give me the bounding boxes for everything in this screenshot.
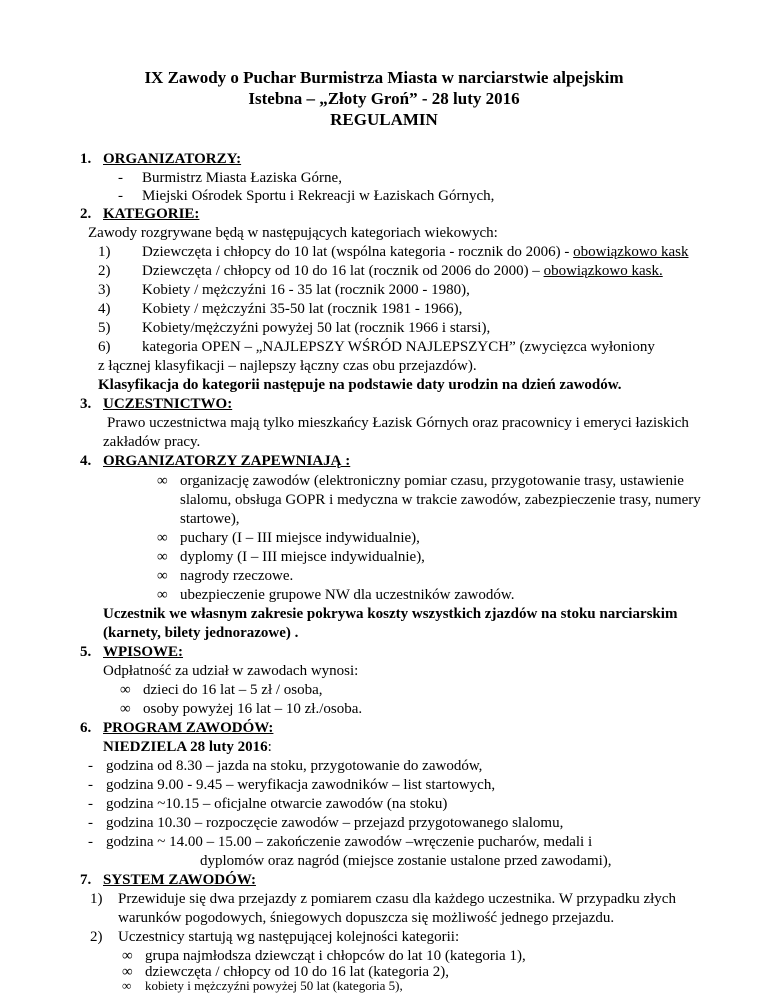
category-number: 2) [98, 263, 111, 279]
provision-item-continuation: slalomu, obsługa GOPR i medyczna w trakcie zawodów, zabezpieczenie trasy, numery [180, 492, 701, 508]
helmet-requirement: obowiązkowo kask [573, 244, 689, 260]
section-5-number: 5. [80, 644, 92, 660]
program-item: godzina ~10.15 – oficjalne otwarcie zawodów (na stoku) [106, 796, 448, 812]
category-number: 5) [98, 320, 111, 336]
section-4-number: 4. [80, 453, 92, 469]
system-point-number: 2) [90, 929, 103, 945]
provision-item-continuation: startowe), [180, 511, 240, 527]
infinity-bullet-icon: ∞ [120, 682, 131, 698]
categories-intro: Zawody rozgrywane będą w następujących kategoriach wiekowych: [88, 225, 498, 241]
start-order-item: grupa najmłodsza dziewcząt i chłopców do lat 10 (kategoria 1), [145, 948, 526, 964]
section-4-title: ORGANIZATORZY ZAPEWNIAJĄ : [103, 453, 351, 469]
category-number: 6) [98, 339, 111, 355]
infinity-bullet-icon: ∞ [120, 701, 131, 717]
fee-item: osoby powyżej 16 lat – 10 zł./osoba. [143, 701, 363, 717]
fee-intro: Odpłatność za udział w zawodach wynosi: [103, 663, 359, 679]
program-day-label: NIEDZIELA 28 luty 2016 [103, 739, 268, 755]
section-7-title: SYSTEM ZAWODÓW: [103, 872, 256, 888]
category-item: Kobiety / mężczyźni 16 - 35 lat (rocznik 2000 - 1980), [142, 282, 470, 298]
infinity-bullet-icon: ∞ [157, 549, 168, 565]
classification-note: Klasyfikacja do kategorii następuje na podstawie daty urodzin na dzień zawodów. [98, 377, 622, 393]
infinity-bullet-icon: ∞ [122, 964, 133, 980]
dash-marker: - [88, 834, 93, 850]
system-point-number: 1) [90, 891, 103, 907]
dash-marker: - [88, 796, 93, 812]
infinity-bullet-icon: ∞ [122, 948, 133, 964]
category-number: 4) [98, 301, 111, 317]
organizer-item: Burmistrz Miasta Łaziska Górne, [142, 170, 342, 186]
program-item: godzina ~ 14.00 – 15.00 – zakończenie zawodów –wręczenie pucharów, medali i [106, 834, 593, 850]
category-item: kategoria OPEN – „NAJLEPSZY WŚRÓD NAJLEPSZYCH” (zwycięzca wyłoniony [142, 339, 655, 355]
section-6-number: 6. [80, 720, 92, 736]
system-point-text: warunków pogodowych, śniegowych dopuszcza się możliwość jednego przejazdu. [118, 910, 615, 926]
infinity-bullet-icon: ∞ [122, 978, 132, 993]
costs-note: (karnety, bilety jednorazowe) . [103, 625, 299, 641]
fee-item: dzieci do 16 lat – 5 zł / osoba, [143, 682, 323, 698]
doc-title-regulamin: REGULAMIN [330, 110, 438, 129]
section-6-title: PROGRAM ZAWODÓW: [103, 720, 274, 736]
section-1-title: ORGANIZATORZY: [103, 151, 242, 167]
participation-text: Prawo uczestnictwa mają tylko mieszkańcy Łazisk Górnych oraz pracownicy i emeryci łaziskich [107, 415, 689, 431]
program-item: godzina od 8.30 – jazda na stoku, przygotowanie do zawodów, [106, 758, 483, 774]
section-3-number: 3. [80, 396, 92, 412]
infinity-bullet-icon: ∞ [157, 530, 168, 546]
dash-marker: - [88, 758, 93, 774]
program-day-colon: : [267, 739, 272, 755]
helmet-requirement: obowiązkowo kask. [543, 263, 663, 279]
doc-title-line1: IX Zawody o Puchar Burmistrza Miasta w narciarstwie alpejskim [144, 68, 624, 87]
infinity-bullet-icon: ∞ [157, 568, 168, 584]
costs-note: Uczestnik we własnym zakresie pokrywa koszty wszystkich zjazdów na stoku narciarskim [103, 606, 678, 622]
start-order-item: kobiety i mężczyźni powyżej 50 lat (kategoria 5), [145, 978, 403, 993]
category-number: 3) [98, 282, 111, 298]
organizer-item: Miejski Ośrodek Sportu i Rekreacji w Łaziskach Górnych, [142, 188, 495, 204]
program-item-continuation: dyplomów oraz nagród (miejsce zostanie ustalone przed zawodami), [200, 853, 612, 869]
section-1-number: 1. [80, 151, 92, 167]
program-item: godzina 9.00 - 9.45 – weryfikacja zawodników – list startowych, [106, 777, 496, 793]
participation-text: zakładów pracy. [103, 434, 201, 450]
provision-item: puchary (I – III miejsce indywidualnie), [180, 530, 420, 546]
doc-title-line2: Istebna – „Złoty Groń” - 28 luty 2016 [248, 89, 520, 108]
section-2-title: KATEGORIE: [103, 206, 200, 222]
provision-item: organizację zawodów (elektroniczny pomiar czasu, przygotowanie trasy, ustawienie [180, 473, 684, 489]
category-item: Kobiety/mężczyźni powyżej 50 lat (rocznik 1966 i starsi), [142, 320, 491, 336]
system-point-text: Uczestnicy startują wg następującej kolejności kategorii: [118, 929, 460, 945]
infinity-bullet-icon: ∞ [157, 473, 168, 489]
provision-item: nagrody rzeczowe. [180, 568, 294, 584]
dash-marker: - [88, 777, 93, 793]
dash-marker: - [118, 170, 123, 186]
infinity-bullet-icon: ∞ [157, 587, 168, 603]
provision-item: ubezpieczenie grupowe NW dla uczestników zawodów. [180, 587, 515, 603]
category-item-continuation: z łącznej klasyfikacji – najlepszy łączny czas obu przejazdów). [98, 358, 477, 374]
section-3-title: UCZESTNICTWO: [103, 396, 233, 412]
program-item: godzina 10.30 – rozpoczęcie zawodów – przejazd przygotowanego slalomu, [106, 815, 564, 831]
program-day [103, 738, 272, 756]
category-item [142, 262, 663, 280]
dash-marker: - [118, 188, 123, 204]
provision-item: dyplomy (I – III miejsce indywidualnie), [180, 549, 425, 565]
section-5-title: WPISOWE: [103, 644, 184, 660]
dash-marker: - [88, 815, 93, 831]
category-number: 1) [98, 244, 111, 260]
category-text: Dziewczęta / chłopcy od 10 do 16 lat (rocznik od 2006 do 2000) – [142, 263, 544, 279]
system-point-text: Przewiduje się dwa przejazdy z pomiarem czasu dla każdego uczestnika. W przypadku złych [118, 891, 676, 907]
start-order-item: dziewczęta / chłopcy od 10 do 16 lat (kategoria 2), [145, 964, 450, 980]
category-text: Dziewczęta i chłopcy do 10 lat (wspólna kategoria - rocznik do 2006) - [142, 244, 574, 260]
category-item [142, 243, 689, 261]
section-2-number: 2. [80, 206, 92, 222]
section-7-number: 7. [80, 872, 92, 888]
category-item: Kobiety / mężczyźni 35-50 lat (rocznik 1981 - 1966), [142, 301, 463, 317]
